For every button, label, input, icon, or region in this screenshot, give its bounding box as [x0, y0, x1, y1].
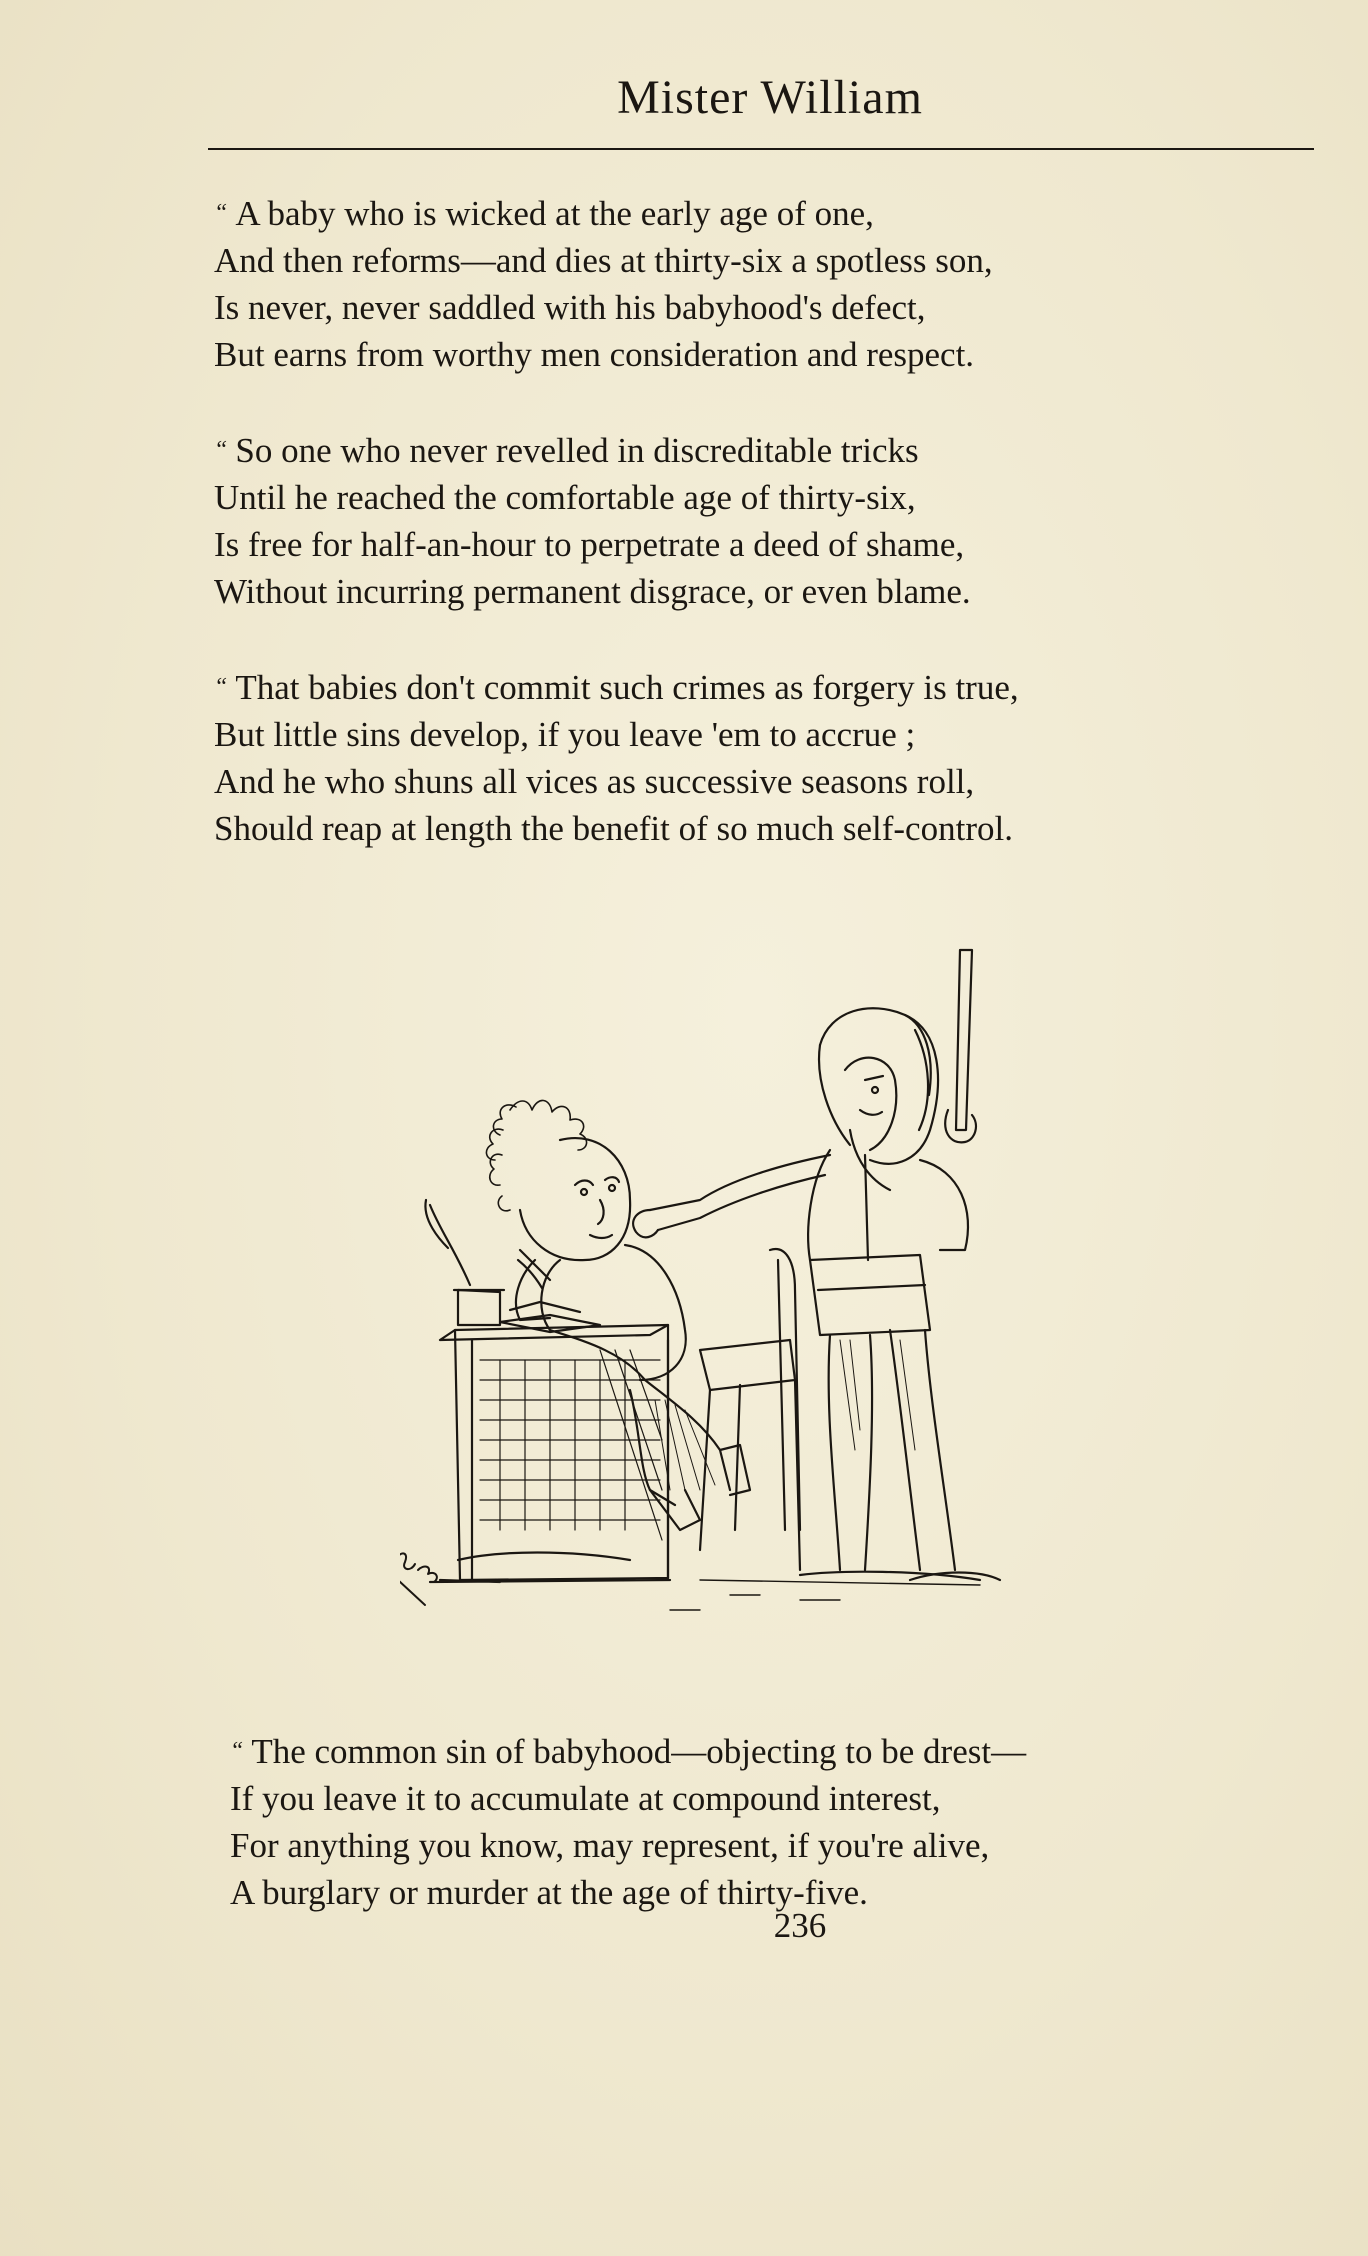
- verse-line: “ That babies don't commit such crimes as forgery is true,: [214, 664, 1234, 711]
- stanza-2: [214, 427, 1234, 615]
- stanza-1: [214, 190, 1234, 378]
- verse-line: For anything you know, may represent, if you're alive,: [230, 1826, 990, 1865]
- page-number: 236: [773, 1906, 827, 1945]
- desk: [430, 1325, 670, 1582]
- verse-line: “ The common sin of babyhood—objecting to be drest—: [230, 1728, 1250, 1775]
- illustration-schoolmaster: [400, 930, 1180, 1630]
- verse-line: And then reforms—and dies at thirty-six a spotless son,: [214, 241, 993, 280]
- verse-line: Until he reached the comfortable age of thirty-six,: [214, 478, 916, 517]
- artist-signature: [400, 1553, 437, 1605]
- verse-line: A burglary or murder at the age of thirty-five.: [230, 1873, 868, 1912]
- verse-line: Is never, never saddled with his babyhood's defect,: [214, 288, 926, 327]
- inkwell-icon: [425, 1200, 504, 1325]
- verse-line: “ So one who never revelled in discreditable tricks: [214, 427, 1234, 474]
- standing-master: [633, 950, 1000, 1580]
- seated-boy: [486, 1100, 750, 1530]
- verse-line: But little sins develop, if you leave 'em to accrue ;: [214, 715, 916, 754]
- header-rule: [208, 148, 1314, 150]
- verse-line: Without incurring permanent disgrace, or even blame.: [214, 572, 971, 611]
- verse-line: Is free for half-an-hour to perpetrate a deed of shame,: [214, 525, 965, 564]
- verse-line: And he who shuns all vices as successive seasons roll,: [214, 762, 975, 801]
- chair: [700, 1249, 800, 1570]
- verse-line: “ A baby who is wicked at the early age of one,: [214, 190, 1234, 237]
- verse-line: If you leave it to accumulate at compound interest,: [230, 1779, 941, 1818]
- verse-line: Should reap at length the benefit of so much self-control.: [214, 809, 1013, 848]
- stanza-4: [230, 1728, 1250, 1916]
- verse-line: But earns from worthy men consideration and respect.: [214, 335, 975, 374]
- stanza-3: [214, 664, 1234, 852]
- running-head: Mister William: [617, 71, 923, 124]
